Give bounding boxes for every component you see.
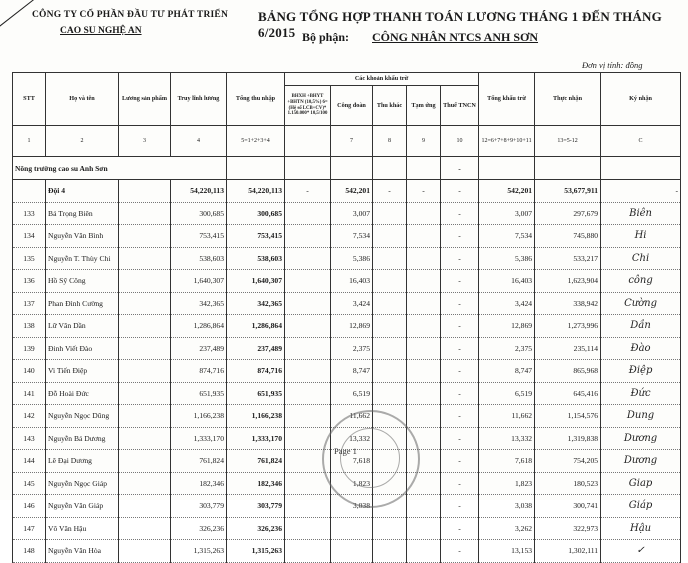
- row-tam-ung: [407, 225, 441, 248]
- row-signature: Điệp: [601, 360, 681, 383]
- row-tong-thu-nhap: 753,415: [227, 225, 285, 248]
- row-thu-khac: [373, 247, 407, 270]
- row-thuc-nhan: 865,968: [535, 360, 601, 383]
- row-tong-thu-nhap: 1,315,263: [227, 540, 285, 563]
- row-tam-ung: [407, 382, 441, 405]
- row-thu-khac: [373, 270, 407, 293]
- row-thu-khac: [373, 360, 407, 383]
- row-thu-khac: [373, 225, 407, 248]
- row-signature: Giáp: [601, 495, 681, 518]
- index-cell: 1: [13, 126, 46, 157]
- row-tong-khau-tru: 2,375: [479, 337, 535, 360]
- table-row: [13, 202, 681, 225]
- header-ky-nhan: Ký nhận: [601, 73, 681, 126]
- row-thu-khac: [373, 337, 407, 360]
- row-stt: 143: [13, 427, 46, 450]
- row-thue: -: [441, 540, 479, 563]
- row-cong-doan: 16,403: [331, 270, 373, 293]
- row-tong-khau-tru: 3,007: [479, 202, 535, 225]
- index-cell: 12=6+7+8+9+10+11: [479, 126, 535, 157]
- row-thuc-nhan: 533,217: [535, 247, 601, 270]
- header-khau-tru: Các khoản khấu trừ: [285, 73, 479, 86]
- row-stt: 148: [13, 540, 46, 563]
- row-tong-thu-nhap: 538,603: [227, 247, 285, 270]
- row-name: Bá Trọng Biên: [46, 202, 119, 225]
- header-stt: STT: [13, 73, 46, 126]
- row-tong-khau-tru: 3,262: [479, 517, 535, 540]
- row-truy-linh: 1,166,238: [171, 405, 227, 428]
- row-name: Nguyễn Văn Hòa: [46, 540, 119, 563]
- index-cell: 3: [119, 126, 171, 157]
- header-tong-khau-tru: Tổng khấu trừ: [479, 73, 535, 126]
- row-bhxh: [285, 225, 331, 248]
- row-tong-thu-nhap: 1,286,864: [227, 315, 285, 338]
- row-stt: 145: [13, 472, 46, 495]
- row-thu-khac: [373, 517, 407, 540]
- row-tong-thu-nhap: 1,640,307: [227, 270, 285, 293]
- row-name: Lữ Văn Dần: [46, 315, 119, 338]
- row-thu-khac: [373, 315, 407, 338]
- row-thuc-nhan: 322,973: [535, 517, 601, 540]
- row-luong-sp: [119, 337, 171, 360]
- index-cell: 7: [331, 126, 373, 157]
- row-name: Võ Văn Hậu: [46, 517, 119, 540]
- row-cong-doan: 12,869: [331, 315, 373, 338]
- row-thu-khac: [373, 540, 407, 563]
- row-bhxh: [285, 472, 331, 495]
- team-ky-nhan: -: [601, 180, 681, 203]
- row-stt: 142: [13, 405, 46, 428]
- row-tam-ung: [407, 540, 441, 563]
- row-luong-sp: [119, 225, 171, 248]
- row-luong-sp: [119, 472, 171, 495]
- index-cell: C: [601, 126, 681, 157]
- row-cong-doan: 1,823: [331, 472, 373, 495]
- row-luong-sp: [119, 540, 171, 563]
- row-name: Đỗ Hoài Đức: [46, 382, 119, 405]
- row-thue: -: [441, 337, 479, 360]
- row-bhxh: [285, 540, 331, 563]
- row-luong-sp: [119, 247, 171, 270]
- row-truy-linh: 1,286,864: [171, 315, 227, 338]
- row-signature: Dương: [601, 450, 681, 473]
- row-name: Hồ Sỹ Công: [46, 270, 119, 293]
- row-signature: Chi: [601, 247, 681, 270]
- row-tong-thu-nhap: 303,779: [227, 495, 285, 518]
- row-name: Nguyễn Văn Giáp: [46, 495, 119, 518]
- row-name: Nguyễn Ngọc Giáp: [46, 472, 119, 495]
- row-bhxh: [285, 247, 331, 270]
- row-thue: -: [441, 360, 479, 383]
- row-cong-doan: 3,007: [331, 202, 373, 225]
- team-tam-ung: -: [407, 180, 441, 203]
- table-row: [13, 360, 681, 383]
- row-tong-khau-tru: 8,747: [479, 360, 535, 383]
- team-tong-khau-tru: 542,201: [479, 180, 535, 203]
- row-truy-linh: 651,935: [171, 382, 227, 405]
- row-signature: Dương: [601, 427, 681, 450]
- row-stt: 139: [13, 337, 46, 360]
- header-bhxh: BHXH +BHYT +BHTN (10,5%) 6=(Hệ số LCB+CV)* 1.150.000* 10,5/100: [285, 86, 331, 126]
- row-signature: công: [601, 270, 681, 293]
- header-name: Họ và tên: [46, 73, 119, 126]
- row-thue: -: [441, 247, 479, 270]
- index-cell: 5=1+2+3+4: [227, 126, 285, 157]
- row-signature: Đào: [601, 337, 681, 360]
- row-tong-khau-tru: 3,038: [479, 495, 535, 518]
- row-stt: 133: [13, 202, 46, 225]
- row-thuc-nhan: 1,319,838: [535, 427, 601, 450]
- row-truy-linh: 753,415: [171, 225, 227, 248]
- row-bhxh: [285, 517, 331, 540]
- row-truy-linh: 761,824: [171, 450, 227, 473]
- row-bhxh: [285, 315, 331, 338]
- row-tong-thu-nhap: 342,365: [227, 292, 285, 315]
- index-cell: 13=5-12: [535, 126, 601, 157]
- row-tong-thu-nhap: 1,333,170: [227, 427, 285, 450]
- row-thue: -: [441, 382, 479, 405]
- row-tam-ung: [407, 315, 441, 338]
- row-name: Nguyễn Văn Bình: [46, 225, 119, 248]
- row-thuc-nhan: 297,679: [535, 202, 601, 225]
- company-name-line1: CÔNG TY CỔ PHẦN ĐẦU TƯ PHÁT TRIỂN: [32, 10, 229, 20]
- row-signature: Dần: [601, 315, 681, 338]
- team-thue: -: [441, 180, 479, 203]
- team-thu-khac: -: [373, 180, 407, 203]
- row-tong-thu-nhap: 651,935: [227, 382, 285, 405]
- row-thuc-nhan: 1,623,904: [535, 270, 601, 293]
- row-stt: 138: [13, 315, 46, 338]
- table-row: [13, 225, 681, 248]
- group-name: Nông trường cao su Anh Sơn: [13, 157, 227, 180]
- row-signature: Hi: [601, 225, 681, 248]
- department-value: CÔNG NHÂN NTCS ANH SƠN: [372, 30, 539, 44]
- row-signature: Biên: [601, 202, 681, 225]
- row-cong-doan: [331, 517, 373, 540]
- row-signature: Đức: [601, 382, 681, 405]
- table-row: [13, 247, 681, 270]
- company-seal-inner: [340, 428, 400, 488]
- row-cong-doan: 5,386: [331, 247, 373, 270]
- header-truy-linh: Truy lĩnh lương: [171, 73, 227, 126]
- row-luong-sp: [119, 315, 171, 338]
- row-thuc-nhan: 754,205: [535, 450, 601, 473]
- row-cong-doan: 3,424: [331, 292, 373, 315]
- row-thuc-nhan: 338,942: [535, 292, 601, 315]
- row-luong-sp: [119, 202, 171, 225]
- table-row: [13, 517, 681, 540]
- row-bhxh: [285, 405, 331, 428]
- index-cell: 10: [441, 126, 479, 157]
- row-name: Nguyễn Bá Dương: [46, 427, 119, 450]
- row-cong-doan: 11,662: [331, 405, 373, 428]
- row-name: Nguyễn Ngọc Dũng: [46, 405, 119, 428]
- department-label: Bộ phận:: [302, 30, 350, 44]
- group-dash: -: [441, 157, 479, 180]
- row-luong-sp: [119, 450, 171, 473]
- row-stt: 144: [13, 450, 46, 473]
- row-thue: -: [441, 405, 479, 428]
- index-cell: 4: [171, 126, 227, 157]
- team-row: [13, 180, 681, 203]
- row-thue: -: [441, 450, 479, 473]
- table-row: [13, 540, 681, 563]
- header-thuc-nhan: Thực nhận: [535, 73, 601, 126]
- row-thu-khac: [373, 382, 407, 405]
- row-tong-khau-tru: 16,403: [479, 270, 535, 293]
- row-cong-doan: 8,747: [331, 360, 373, 383]
- header-luong-san-pham: Lương sản phẩm: [119, 73, 171, 126]
- row-thuc-nhan: 300,741: [535, 495, 601, 518]
- row-luong-sp: [119, 360, 171, 383]
- row-thue: -: [441, 202, 479, 225]
- row-luong-sp: [119, 270, 171, 293]
- row-thuc-nhan: 1,273,996: [535, 315, 601, 338]
- row-thu-khac: [373, 292, 407, 315]
- table-row: [13, 315, 681, 338]
- row-thuc-nhan: 1,154,576: [535, 405, 601, 428]
- row-tong-khau-tru: 3,424: [479, 292, 535, 315]
- table-row: [13, 270, 681, 293]
- row-tong-thu-nhap: 182,346: [227, 472, 285, 495]
- row-luong-sp: [119, 292, 171, 315]
- row-bhxh: [285, 270, 331, 293]
- row-stt: 137: [13, 292, 46, 315]
- row-thue: -: [441, 315, 479, 338]
- row-tong-khau-tru: 5,386: [479, 247, 535, 270]
- row-thuc-nhan: 180,523: [535, 472, 601, 495]
- row-stt: 134: [13, 225, 46, 248]
- row-bhxh: [285, 292, 331, 315]
- index-cell: 2: [46, 126, 119, 157]
- row-truy-linh: 303,779: [171, 495, 227, 518]
- table-row: [13, 382, 681, 405]
- row-truy-linh: 237,489: [171, 337, 227, 360]
- header-thue: Thuế TNCN: [441, 86, 479, 126]
- row-name: Đinh Viết Đào: [46, 337, 119, 360]
- table-row: [13, 337, 681, 360]
- row-truy-linh: 342,365: [171, 292, 227, 315]
- row-tong-khau-tru: 7,534: [479, 225, 535, 248]
- row-cong-doan: 6,519: [331, 382, 373, 405]
- row-cong-doan: 2,375: [331, 337, 373, 360]
- row-bhxh: [285, 495, 331, 518]
- row-thuc-nhan: 235,114: [535, 337, 601, 360]
- team-tong-thu-nhap: 54,220,113: [227, 180, 285, 203]
- row-tam-ung: [407, 270, 441, 293]
- index-row: [13, 126, 681, 157]
- row-thu-khac: [373, 202, 407, 225]
- row-stt: 146: [13, 495, 46, 518]
- row-thuc-nhan: 745,880: [535, 225, 601, 248]
- row-bhxh: [285, 202, 331, 225]
- header-thu-khac: Thu khác: [373, 86, 407, 126]
- row-thue: -: [441, 517, 479, 540]
- header-tam-ung: Tạm ứng: [407, 86, 441, 126]
- row-tam-ung: [407, 247, 441, 270]
- row-stt: 135: [13, 247, 46, 270]
- row-tam-ung: [407, 202, 441, 225]
- row-signature: Cường: [601, 292, 681, 315]
- team-thuc-nhan: 53,677,911: [535, 180, 601, 203]
- row-tong-khau-tru: 6,519: [479, 382, 535, 405]
- company-name-line2: CAO SU NGHỆ AN: [60, 26, 142, 36]
- row-tam-ung: [407, 337, 441, 360]
- team-bhxh: -: [285, 180, 331, 203]
- row-thue: -: [441, 472, 479, 495]
- row-tong-thu-nhap: 761,824: [227, 450, 285, 473]
- team-cong-doan: 542,201: [331, 180, 373, 203]
- row-cong-doan: 3,038: [331, 495, 373, 518]
- row-tong-thu-nhap: 300,685: [227, 202, 285, 225]
- row-tong-khau-tru: 13,153: [479, 540, 535, 563]
- table-row: [13, 292, 681, 315]
- row-tong-khau-tru: 12,869: [479, 315, 535, 338]
- row-tong-khau-tru: 13,332: [479, 427, 535, 450]
- row-stt: 141: [13, 382, 46, 405]
- row-truy-linh: 326,236: [171, 517, 227, 540]
- row-tong-thu-nhap: 1,166,238: [227, 405, 285, 428]
- row-thue: -: [441, 270, 479, 293]
- row-luong-sp: [119, 495, 171, 518]
- row-cong-doan: 7,618: [331, 450, 373, 473]
- team-truy-linh: 54,220,113: [171, 180, 227, 203]
- page-number: Page 1: [334, 446, 357, 456]
- row-truy-linh: 1,333,170: [171, 427, 227, 450]
- row-tam-ung: [407, 517, 441, 540]
- row-name: Lê Đại Dương: [46, 450, 119, 473]
- row-thuc-nhan: 1,302,111: [535, 540, 601, 563]
- index-cell: 8: [373, 126, 407, 157]
- row-thue: -: [441, 292, 479, 315]
- row-name: Nguyễn T. Thùy Chi: [46, 247, 119, 270]
- index-cell: [285, 126, 331, 157]
- row-truy-linh: 874,716: [171, 360, 227, 383]
- row-tong-thu-nhap: 237,489: [227, 337, 285, 360]
- header-tong-thu-nhap: Tổng thu nhập: [227, 73, 285, 126]
- row-luong-sp: [119, 382, 171, 405]
- row-stt: 136: [13, 270, 46, 293]
- row-signature: Hậu: [601, 517, 681, 540]
- row-tam-ung: [407, 360, 441, 383]
- row-cong-doan: [331, 540, 373, 563]
- row-truy-linh: 182,346: [171, 472, 227, 495]
- row-tong-khau-tru: 11,662: [479, 405, 535, 428]
- row-luong-sp: [119, 405, 171, 428]
- team-name: Đội 4: [46, 180, 119, 203]
- row-name: Phan Đình Cường: [46, 292, 119, 315]
- row-cong-doan: 13,332: [331, 427, 373, 450]
- row-signature: ✓: [601, 540, 681, 563]
- header-cong-doan: Công đoàn: [331, 86, 373, 126]
- row-name: Vi Tiến Điệp: [46, 360, 119, 383]
- row-luong-sp: [119, 427, 171, 450]
- row-luong-sp: [119, 517, 171, 540]
- row-stt: 140: [13, 360, 46, 383]
- row-thuc-nhan: 645,416: [535, 382, 601, 405]
- row-cong-doan: 7,534: [331, 225, 373, 248]
- row-stt: 147: [13, 517, 46, 540]
- group-row: [13, 157, 681, 180]
- row-tong-khau-tru: 7,618: [479, 450, 535, 473]
- row-bhxh: [285, 337, 331, 360]
- row-tam-ung: [407, 405, 441, 428]
- row-truy-linh: 538,603: [171, 247, 227, 270]
- page-title: BẢNG TỔNG HỢP THANH TOÁN LƯƠNG THÁNG 1 ĐẾN THÁNG 6/2015: [258, 9, 662, 40]
- row-truy-linh: 1,640,307: [171, 270, 227, 293]
- row-tam-ung: [407, 495, 441, 518]
- row-tong-khau-tru: 1,823: [479, 472, 535, 495]
- row-signature: Giap: [601, 472, 681, 495]
- row-thue: -: [441, 495, 479, 518]
- row-tam-ung: [407, 292, 441, 315]
- row-tong-thu-nhap: 326,236: [227, 517, 285, 540]
- row-bhxh: [285, 382, 331, 405]
- row-tong-thu-nhap: 874,716: [227, 360, 285, 383]
- row-thue: -: [441, 225, 479, 248]
- row-signature: Dung: [601, 405, 681, 428]
- row-thue: -: [441, 427, 479, 450]
- currency-unit-note: Đơn vị tính: đồng: [582, 60, 643, 70]
- row-bhxh: [285, 360, 331, 383]
- index-cell: 9: [407, 126, 441, 157]
- row-truy-linh: 300,685: [171, 202, 227, 225]
- row-truy-linh: 1,315,263: [171, 540, 227, 563]
